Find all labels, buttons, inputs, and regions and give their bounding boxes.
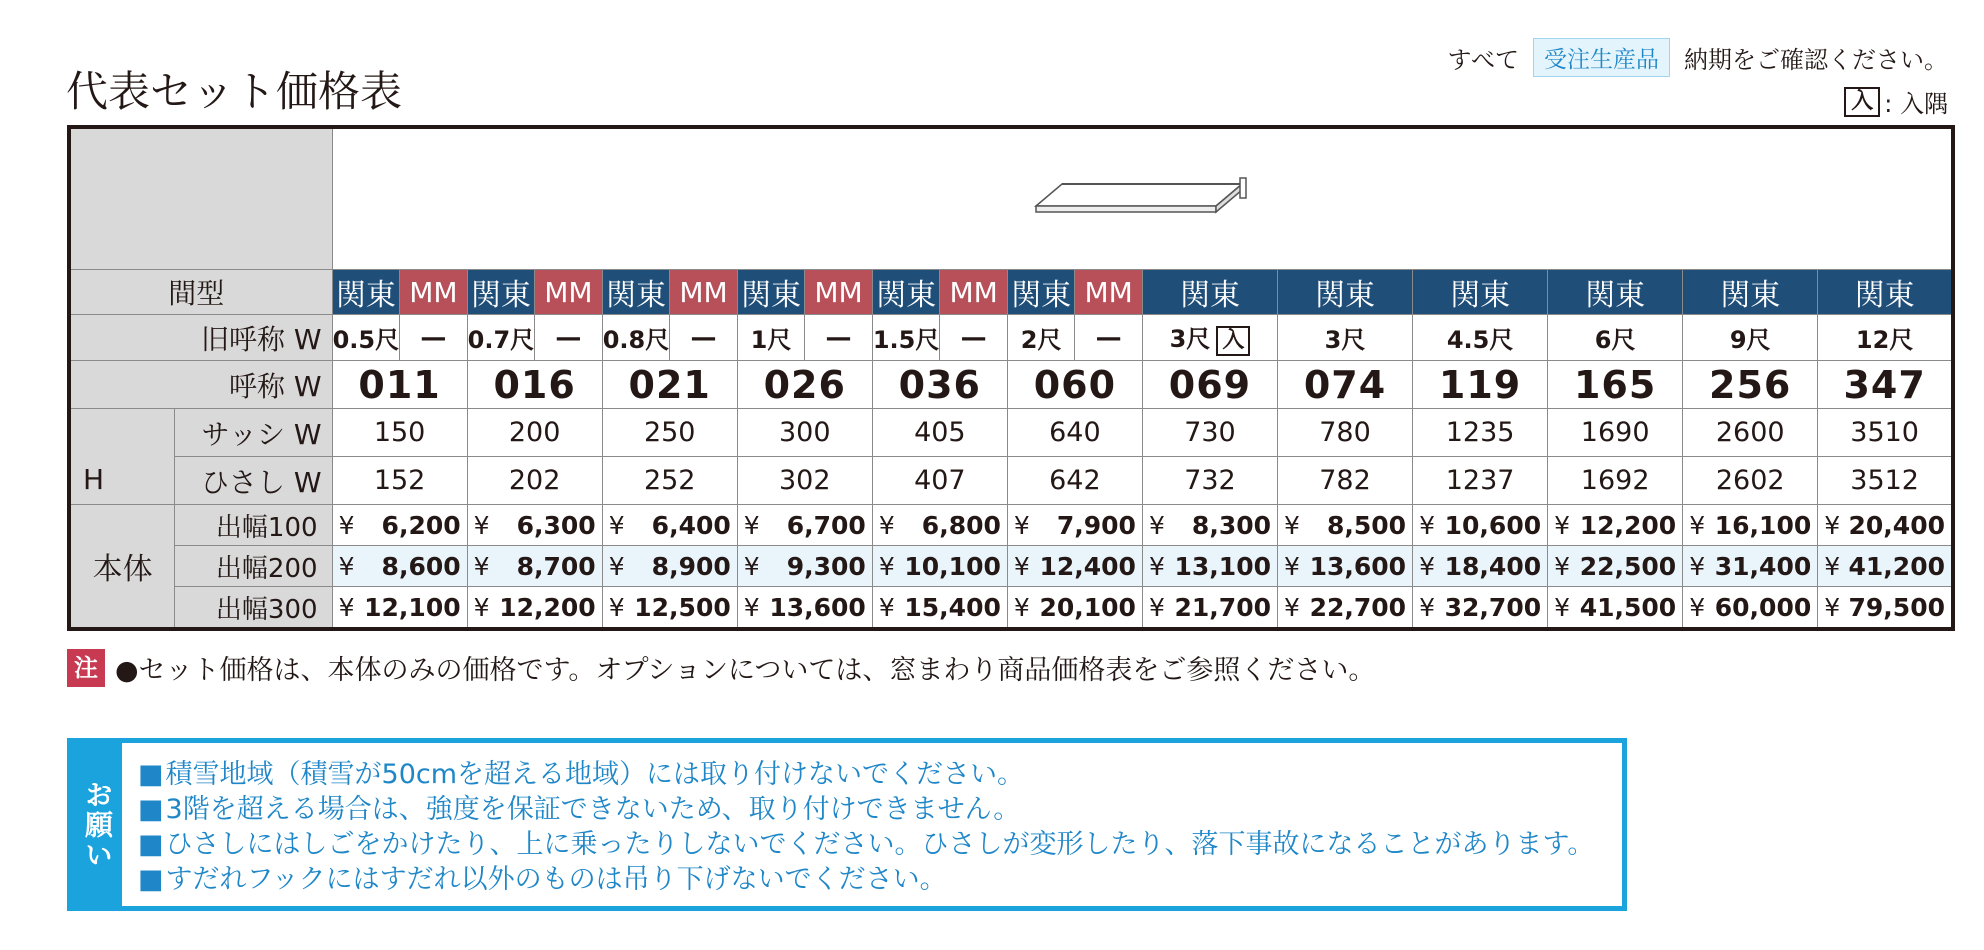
region-mm: MM [400, 270, 468, 315]
price-cell [1278, 546, 1413, 587]
price-cell [1818, 505, 1953, 546]
old-name-text: 6尺 [1594, 326, 1636, 354]
inri-legend-key: 入 [1844, 87, 1880, 117]
yen-symbol: ¥ [1419, 551, 1435, 581]
price-value: 8,500 [1326, 510, 1407, 540]
yen-symbol: ¥ [878, 510, 895, 540]
legend [1844, 84, 1948, 119]
region-kanto: 関東 [1142, 270, 1277, 315]
price-inner [1683, 552, 1817, 581]
sash-width: 3510 [1818, 409, 1953, 457]
name-code: 036 [872, 361, 1007, 409]
request-item [138, 792, 1594, 827]
price-value: 7,900 [1056, 510, 1136, 540]
price-value: 41,500 [1579, 592, 1677, 622]
yen-symbol: ¥ [473, 510, 490, 540]
name-code: 026 [737, 361, 872, 409]
price-inner [1683, 511, 1817, 540]
hisashi-width: 1692 [1548, 457, 1683, 505]
price-value: 8,900 [651, 551, 731, 581]
old-name-text: 4.5尺 [1446, 326, 1514, 354]
price-inner [603, 552, 737, 581]
price-inner [873, 552, 1007, 581]
yen-symbol: ¥ [1824, 592, 1841, 622]
note [67, 648, 1375, 687]
old-name-dash: — [940, 315, 1008, 361]
price-cell [1818, 546, 1953, 587]
region-kanto: 関東 [872, 270, 940, 315]
name-code: 347 [1818, 361, 1953, 409]
price-inner [1008, 511, 1142, 540]
price-value: 20,400 [1848, 510, 1945, 540]
yen-symbol: ¥ [1148, 592, 1165, 622]
price-cell [602, 546, 737, 587]
price-inner [603, 593, 737, 622]
region-kanto: 関東 [1548, 270, 1683, 315]
name-code: 256 [1683, 361, 1818, 409]
sash-width: 730 [1142, 409, 1277, 457]
price-cell [872, 505, 1007, 546]
hisashi-width: 2602 [1683, 457, 1818, 505]
note-tag: 注 [67, 649, 105, 687]
price-value: 22,700 [1309, 592, 1407, 622]
yen-symbol: ¥ [608, 510, 625, 540]
price-value: 31,400 [1714, 551, 1812, 581]
product-image-cell [332, 127, 1953, 270]
yen-symbol: ¥ [1554, 510, 1571, 540]
old-name-dash: — [1075, 315, 1143, 361]
label-h: H [83, 463, 105, 496]
request-text: 積雪地域（積雪が50cmを超える地域）には取り付けないでください。 [165, 759, 1025, 790]
price-cell [1548, 587, 1683, 630]
yen-symbol: ¥ [1284, 551, 1300, 581]
price-value: 10,100 [904, 551, 1001, 581]
price-cell [602, 505, 737, 546]
yen-symbol: ¥ [1554, 551, 1571, 581]
price-value: 21,700 [1174, 592, 1271, 622]
yen-symbol: ¥ [338, 551, 355, 581]
region-kanto: 関東 [467, 270, 535, 315]
price-value: 13,600 [1309, 551, 1407, 581]
square-bullet-icon: ■ [138, 794, 164, 825]
price-value: 12,500 [634, 592, 731, 622]
sash-width: 150 [332, 409, 467, 457]
order-notice [1447, 38, 1948, 77]
price-cell [872, 587, 1007, 630]
price-cell [1007, 587, 1142, 630]
price-value: 22,500 [1579, 551, 1677, 581]
name-code: 074 [1278, 361, 1413, 409]
request-item [138, 757, 1594, 792]
yen-symbol: ¥ [1013, 510, 1030, 540]
yen-symbol: ¥ [1148, 510, 1165, 540]
region-kanto: 関東 [1278, 270, 1413, 315]
yen-symbol: ¥ [1824, 551, 1841, 581]
region-mm: MM [535, 270, 603, 315]
old-name-value [1278, 315, 1413, 361]
price-cell [1548, 546, 1683, 587]
old-name-dash: — [535, 315, 603, 361]
region-kanto: 関東 [602, 270, 670, 315]
region-kanto: 関東 [332, 270, 400, 315]
price-cell [602, 587, 737, 630]
old-name-value [1548, 315, 1683, 361]
price-inner [1278, 593, 1412, 622]
region-mm: MM [670, 270, 738, 315]
yen-symbol: ¥ [473, 592, 490, 622]
sash-width: 640 [1007, 409, 1142, 457]
price-inner [1143, 552, 1277, 581]
price-cell [1278, 505, 1413, 546]
old-name-value: 2尺 [1007, 315, 1075, 361]
price-value: 6,200 [381, 510, 461, 540]
label-depth-300: 出幅300 [175, 587, 332, 630]
old-name-value: 1.5尺 [872, 315, 940, 361]
price-cell [1007, 505, 1142, 546]
request-box [67, 738, 1627, 911]
region-kanto: 関東 [1683, 270, 1818, 315]
old-name-text: 3尺 [1169, 325, 1211, 353]
yen-symbol: ¥ [1419, 510, 1435, 540]
corner-cell [69, 127, 332, 270]
yen-symbol: ¥ [1148, 551, 1165, 581]
price-value: 79,500 [1848, 592, 1945, 622]
price-cell [737, 546, 872, 587]
yen-symbol: ¥ [743, 592, 760, 622]
price-cell [1413, 546, 1548, 587]
price-inner [468, 511, 602, 540]
price-inner [1008, 593, 1142, 622]
page-title: 代表セット価格表 [66, 67, 403, 116]
price-inner [1413, 511, 1547, 540]
price-cell [1142, 546, 1277, 587]
request-list [122, 743, 1594, 906]
yen-symbol: ¥ [1689, 510, 1706, 540]
price-cell [1142, 587, 1277, 630]
price-cell [332, 546, 467, 587]
price-cell [1278, 587, 1413, 630]
label-old-name: 旧呼称 W [69, 315, 332, 361]
label-sash: サッシ W [175, 409, 332, 457]
price-inner [873, 593, 1007, 622]
yen-symbol: ¥ [1824, 510, 1841, 540]
yen-symbol: ¥ [1689, 592, 1706, 622]
notice-prefix: すべて [1447, 46, 1519, 74]
yen-symbol: ¥ [338, 510, 355, 540]
square-bullet-icon: ■ [138, 864, 164, 895]
price-cell [1007, 546, 1142, 587]
sash-width: 1690 [1548, 409, 1683, 457]
old-name-dash: — [400, 315, 468, 361]
price-cell [467, 587, 602, 630]
old-name-text: 12尺 [1855, 326, 1914, 354]
label-hisashi: ひさし W [175, 457, 332, 505]
label-name-code: 呼称 W [69, 361, 332, 409]
price-inner [738, 511, 872, 540]
hisashi-width: 152 [332, 457, 467, 505]
price-inner [1683, 593, 1817, 622]
hisashi-width: 407 [872, 457, 1007, 505]
price-cell [1413, 587, 1548, 630]
price-inner [1143, 593, 1277, 622]
price-cell [737, 505, 872, 546]
price-inner [1818, 552, 1951, 581]
price-value: 32,700 [1444, 592, 1542, 622]
price-value: 60,000 [1714, 592, 1812, 622]
old-name-text: 9尺 [1729, 326, 1771, 354]
yen-symbol: ¥ [743, 510, 760, 540]
price-inner [333, 552, 467, 581]
price-inner [1278, 511, 1412, 540]
price-inner [1413, 552, 1547, 581]
hisashi-width: 642 [1007, 457, 1142, 505]
price-value: 20,100 [1039, 592, 1136, 622]
label-body: 本体 [69, 505, 175, 630]
price-value: 13,600 [769, 592, 866, 622]
price-value: 9,300 [786, 551, 866, 581]
request-item [138, 862, 1594, 897]
hisashi-width: 202 [467, 457, 602, 505]
region-kanto: 関東 [737, 270, 805, 315]
price-value: 8,300 [1191, 510, 1271, 540]
yen-symbol: ¥ [743, 551, 760, 581]
square-bullet-icon: ■ [138, 759, 164, 790]
price-value: 6,800 [921, 510, 1001, 540]
price-cell [737, 587, 872, 630]
region-mm: MM [1075, 270, 1143, 315]
yen-symbol: ¥ [1419, 592, 1435, 622]
price-table-body [69, 127, 1953, 629]
yen-symbol: ¥ [1689, 551, 1706, 581]
price-inner [468, 552, 602, 581]
old-name-value [1683, 315, 1818, 361]
price-value: 10,600 [1444, 510, 1542, 540]
price-inner [1413, 593, 1547, 622]
price-value: 16,100 [1714, 510, 1812, 540]
label-depth-200: 出幅200 [175, 546, 332, 587]
price-inner [1143, 511, 1277, 540]
price-inner [468, 593, 602, 622]
hisashi-width: 302 [737, 457, 872, 505]
hisashi-width: 252 [602, 457, 737, 505]
yen-symbol: ¥ [608, 551, 625, 581]
yen-symbol: ¥ [1284, 592, 1300, 622]
old-name-dash: — [670, 315, 738, 361]
request-text: すだれフックにはすだれ以外のものは吊り下げないでください。 [165, 864, 947, 895]
region-mm: MM [805, 270, 873, 315]
name-code: 119 [1413, 361, 1548, 409]
label-madori: 間型 [69, 270, 332, 315]
old-name-value [1142, 315, 1277, 361]
sash-width: 405 [872, 409, 1007, 457]
price-inner [1818, 593, 1951, 622]
name-code: 016 [467, 361, 602, 409]
price-cell [1548, 505, 1683, 546]
old-name-value: 0.5尺 [332, 315, 400, 361]
price-inner [1008, 552, 1142, 581]
price-cell [467, 505, 602, 546]
price-cell [332, 505, 467, 546]
price-value: 6,300 [516, 510, 596, 540]
price-inner [333, 511, 467, 540]
old-name-value: 1尺 [737, 315, 805, 361]
old-name-value [1413, 315, 1548, 361]
price-cell [332, 587, 467, 630]
name-code: 021 [602, 361, 737, 409]
region-mm: MM [940, 270, 1008, 315]
price-cell [1683, 505, 1818, 546]
price-inner [738, 593, 872, 622]
price-cell [1413, 505, 1548, 546]
price-cell [1818, 587, 1953, 630]
price-cell [1683, 546, 1818, 587]
price-value: 6,400 [651, 510, 731, 540]
sash-width: 250 [602, 409, 737, 457]
old-name-value [1818, 315, 1953, 361]
region-kanto: 関東 [1413, 270, 1548, 315]
price-cell [467, 546, 602, 587]
sash-width: 780 [1278, 409, 1413, 457]
awning-illustration-icon [1032, 176, 1252, 222]
old-name-value: 0.7尺 [467, 315, 535, 361]
yen-symbol: ¥ [878, 551, 895, 581]
request-tab: お願い [72, 743, 122, 906]
yen-symbol: ¥ [608, 592, 625, 622]
price-inner [738, 552, 872, 581]
old-name-text: 3尺 [1324, 326, 1366, 354]
name-code: 165 [1548, 361, 1683, 409]
price-value: 12,200 [499, 592, 596, 622]
inri-badge: 入 [1216, 326, 1250, 356]
inri-legend-text: : 入隅 [1884, 90, 1948, 118]
request-text: 3階を超える場合は、強度を保証できないため、取り付けできません。 [165, 794, 1021, 825]
hisashi-width: 732 [1142, 457, 1277, 505]
region-kanto: 関東 [1818, 270, 1953, 315]
price-value: 8,600 [381, 551, 461, 581]
note-text: ●セット価格は、本体のみの価格です。オプションについては、窓まわり商品価格表をご参照ください。 [115, 655, 1376, 686]
old-name-dash: — [805, 315, 873, 361]
price-inner [603, 511, 737, 540]
square-bullet-icon: ■ [138, 829, 164, 860]
price-table [67, 125, 1955, 631]
yen-symbol: ¥ [1013, 592, 1030, 622]
notice-suffix: 納期をご確認ください。 [1684, 46, 1948, 74]
price-inner [873, 511, 1007, 540]
price-value: 13,100 [1174, 551, 1271, 581]
price-value: 12,200 [1579, 510, 1677, 540]
yen-symbol: ¥ [1013, 551, 1030, 581]
hisashi-width: 1237 [1413, 457, 1548, 505]
name-code: 011 [332, 361, 467, 409]
label-depth-100: 出幅100 [175, 505, 332, 546]
price-inner [1548, 552, 1682, 581]
sash-width: 2600 [1683, 409, 1818, 457]
price-value: 41,200 [1848, 551, 1945, 581]
hisashi-width: 3512 [1818, 457, 1953, 505]
price-inner [1548, 511, 1682, 540]
price-inner [333, 593, 467, 622]
sash-width: 200 [467, 409, 602, 457]
price-inner [1548, 593, 1682, 622]
price-cell [872, 546, 1007, 587]
price-value: 6,700 [786, 510, 866, 540]
price-inner [1818, 511, 1951, 540]
request-text: ひさしにはしごをかけたり、上に乗ったりしないでください。ひさしが変形したり、落下事故になることがあります。 [165, 829, 1595, 860]
price-value: 12,400 [1039, 551, 1136, 581]
name-code: 069 [1142, 361, 1277, 409]
price-value: 15,400 [904, 592, 1001, 622]
request-item [138, 827, 1594, 862]
price-value: 8,700 [516, 551, 596, 581]
yen-symbol: ¥ [1554, 592, 1571, 622]
price-value: 18,400 [1444, 551, 1542, 581]
sash-width: 1235 [1413, 409, 1548, 457]
sash-width: 300 [737, 409, 872, 457]
yen-symbol: ¥ [338, 592, 355, 622]
hisashi-width: 782 [1278, 457, 1413, 505]
yen-symbol: ¥ [1284, 510, 1300, 540]
yen-symbol: ¥ [878, 592, 895, 622]
region-kanto: 関東 [1007, 270, 1075, 315]
made-to-order-badge: 受注生産品 [1533, 38, 1670, 77]
price-value: 12,100 [364, 592, 461, 622]
price-cell [1683, 587, 1818, 630]
price-inner [1278, 552, 1412, 581]
name-code: 060 [1007, 361, 1142, 409]
old-name-value: 0.8尺 [602, 315, 670, 361]
price-cell [1142, 505, 1277, 546]
yen-symbol: ¥ [473, 551, 490, 581]
label-h-group [69, 409, 175, 505]
